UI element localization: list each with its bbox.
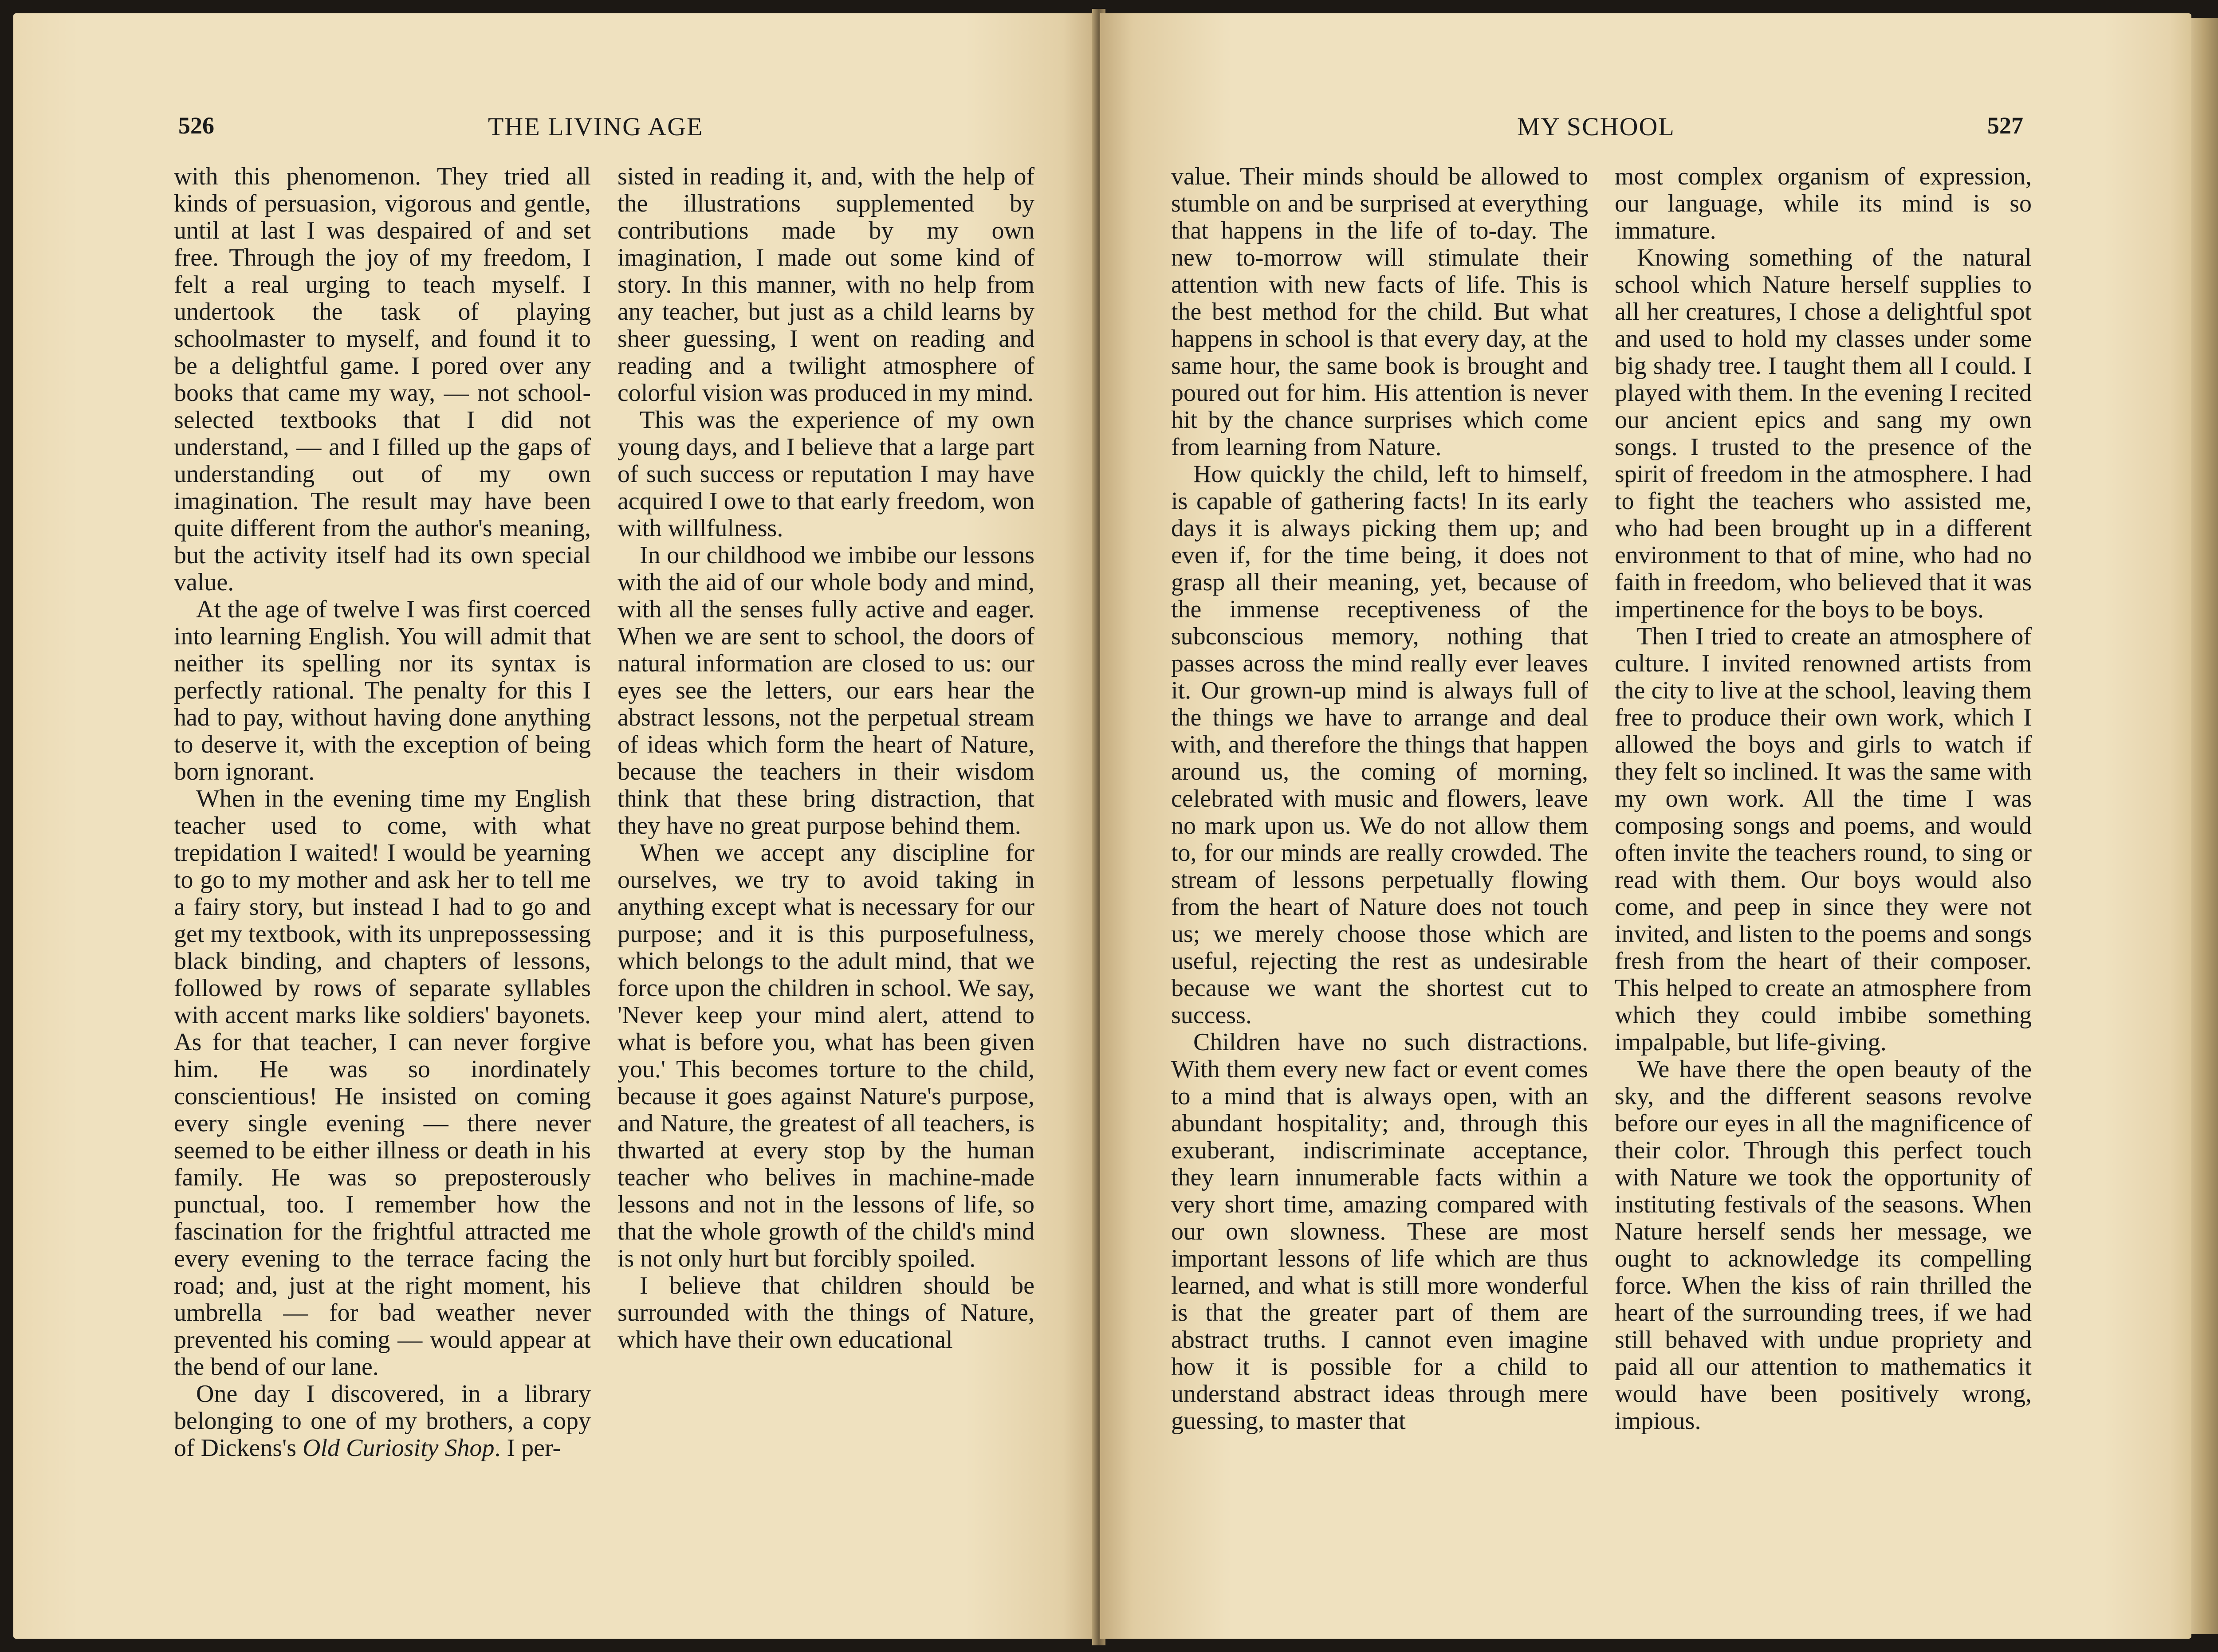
paragraph-text: . I per- bbox=[494, 1434, 561, 1462]
left-page-column-2 bbox=[617, 163, 1034, 1494]
paragraph bbox=[174, 1381, 591, 1462]
paragraph: Knowing something of the natural school which Nature herself supplies to all her creatures, I chose a delightful spot and used to hold my classes under some big shady tree. I taught them all I could. I played with them. In the evening I recited our ancient epics and sang my own songs. I trusted to the presence of the spirit of freedom in the atmosphere. I had to fight the teachers who assisted me, who had been brought up in a different environment to that of mine, who had no faith in freedom, who believed that it was impertinence for the boys to be boys. bbox=[1615, 244, 2032, 623]
paragraph: value. Their minds should be allowed to stumble on and be surprised at everything that happens in the life of to-day. The new to-morrow will stimulate their attention with new facts of life. This is the best method for the child. But what happens in school is that every day, at the same hour, the same book is brought and poured out for him. His attention is never hit by the chance surprises which come from learning from Nature. bbox=[1171, 163, 1588, 461]
paragraph: I believe that children should be surrounded with the things of Nature, which have their own educational bbox=[617, 1272, 1034, 1354]
right-page bbox=[1100, 13, 2191, 1639]
paragraph: Then I tried to create an atmosphere of culture. I invited renowned artists from the city to live at the school, leaving them free to produce their own work, which I allowed the boys and girls to watch if they felt so inclined. It was the same with my own work. All the time I was composing songs and poems, and would often invite the teachers round, to sing or read with them. Our boys would also come, and peep in since they were not invited, and listen to the poems and songs fresh from the heart of their composer. This helped to create an atmosphere from which they could imbibe something impalpable, but life-giving. bbox=[1615, 623, 2032, 1056]
paragraph: At the age of twelve I was first coerced into learning English. You will admit that neither its spelling nor its syntax is perfectly rational. The penalty for this I had to pay, without having done anything to deserve it, with the exception of being born ignorant. bbox=[174, 596, 591, 785]
paragraph: When in the evening time my English teacher used to come, with what trepidation I waited! I would be yearning to go to my mother and ask her to tell me a fairy story, but instead I had to go and get my textbook, with its unprepossessing black binding, and chapters of lessons, followed by rows of separate syllables with accent marks like soldiers' bayonets. As for that teacher, I can never forgive him. He was so inordinately conscientious! He insisted on coming every single evening — there never seemed to be either illness or death in his family. He was so preposterously punctual, too. I remember how the fascination for the frightful attracted me every evening to the terrace facing the road; and, just at the right moment, his umbrella — for bad weather never prevented his coming — would appear at the bend of our lane. bbox=[174, 785, 591, 1381]
right-page-column-2 bbox=[1615, 163, 2032, 1494]
paragraph: Children have no such distractions. With them every new fact or event comes to a mind that is always open, with an abundant hospitality; and, through this exuberant, indiscriminate acceptance, they learn innumerable facts within a very short time, amazing compared with our own slowness. These are most important lessons of life which are thus learned, and what is still more wonderful is that the greater part of them are abstract truths. I cannot even imagine how it is possible for a child to understand abstract ideas through mere guessing, to master that bbox=[1171, 1028, 1588, 1435]
paragraph-text: One day I discovered, in a library belonging to one of my brothers, a copy of Dickens's bbox=[174, 1380, 591, 1462]
paragraph: When we accept any discipline for ourselves, we try to avoid taking in anything except what is necessary for our purpose; and it is this purposefulness, which belongs to the adult mind, that we force upon the children in school. We say, 'Never keep your mind alert, attend to what is before you, what has been given you.' This becomes torture to the child, because it goes against Nature's purpose, and Nature, the greatest of all teachers, is thwarted at every stop by the human teacher who belives in machine-made lessons and not in the lessons of life, so that the whole growth of the child's mind is not only hurt but forcibly spoiled. bbox=[617, 839, 1034, 1272]
running-head-right: MY SCHOOL bbox=[1517, 112, 1675, 141]
paragraph: most complex organism of expression, our language, while its mind is so immature. bbox=[1615, 163, 2032, 244]
right-page-column-1 bbox=[1171, 163, 1588, 1494]
paragraph: sisted in reading it, and, with the help of the illustrations supplemented by contributions made by my own imagination, I made out some kind of story. In this manner, with no help from any teacher, but just as a child learns by sheer guessing, I went on reading and reading and a twilight atmosphere of colorful vision was produced in my mind. bbox=[617, 163, 1034, 407]
book-title-italic: Old Curiosity Shop bbox=[303, 1434, 495, 1462]
running-head-left: THE LIVING AGE bbox=[488, 112, 704, 141]
paragraph: This was the experience of my own young days, and I believe that a large part of such success or reputation I may have acquired I owe to that early freedom, won with willfulness. bbox=[617, 406, 1034, 542]
page-number-right: 527 bbox=[1987, 112, 2023, 139]
page-number-left: 526 bbox=[178, 112, 214, 139]
left-page bbox=[13, 13, 1096, 1639]
paragraph: How quickly the child, left to himself, is capable of gathering facts! In its early days it is always picking them up; and even if, for the time being, it does not grasp all their meaning, yet, because of the immense receptiveness of the subconscious memory, nothing that passes across the mind really ever leaves it. Our grown-up mind is always full of the things we have to arrange and deal with, and therefore the things that happen around us, the coming of morning, celebrated with music and flowers, leave no mark upon us. We do not allow them to, for our minds are really crowded. The stream of lessons perpetually flowing from the heart of Nature does not touch us; we merely choose those which are useful, rejecting the rest as undesirable because we want the shortest cut to success. bbox=[1171, 460, 1588, 1029]
paragraph: with this phenomenon. They tried all kinds of persuasion, vigorous and gentle, until at last I was despaired of and set free. Through the joy of my freedom, I felt a real urging to teach myself. I undertook the task of playing schoolmaster to myself, and found it to be a delightful game. I pored over any books that came my way, — not school-selected textbooks that I did not understand, — and I filled up the gaps of understanding out of my own imagination. The result may have been quite different from the author's meaning, but the activity itself had its own special value. bbox=[174, 163, 591, 596]
page-edge bbox=[2191, 18, 2218, 1634]
paragraph: We have there the open beauty of the sky, and the different seasons revolve before our eyes in all the magnificence of their color. Through this perfect touch with Nature we took the opportunity of instituting festivals of the seasons. When Nature herself sends her message, we ought to acknowledge its compelling force. When the kiss of rain thrilled the heart of the surrounding trees, if we had still behaved with undue propriety and paid all our attention to mathematics it would have been positively wrong, impious. bbox=[1615, 1056, 2032, 1435]
paragraph: In our childhood we imbibe our lessons with the aid of our whole body and mind, with all the senses fully active and eager. When we are sent to school, the doors of natural information are closed to us: our eyes see the letters, our ears hear the abstract lessons, not the perpetual stream of ideas which form the heart of Nature, because the teachers in their wisdom think that these bring distraction, that they have no great purpose behind them. bbox=[617, 542, 1034, 840]
left-page-column-1 bbox=[174, 163, 591, 1494]
